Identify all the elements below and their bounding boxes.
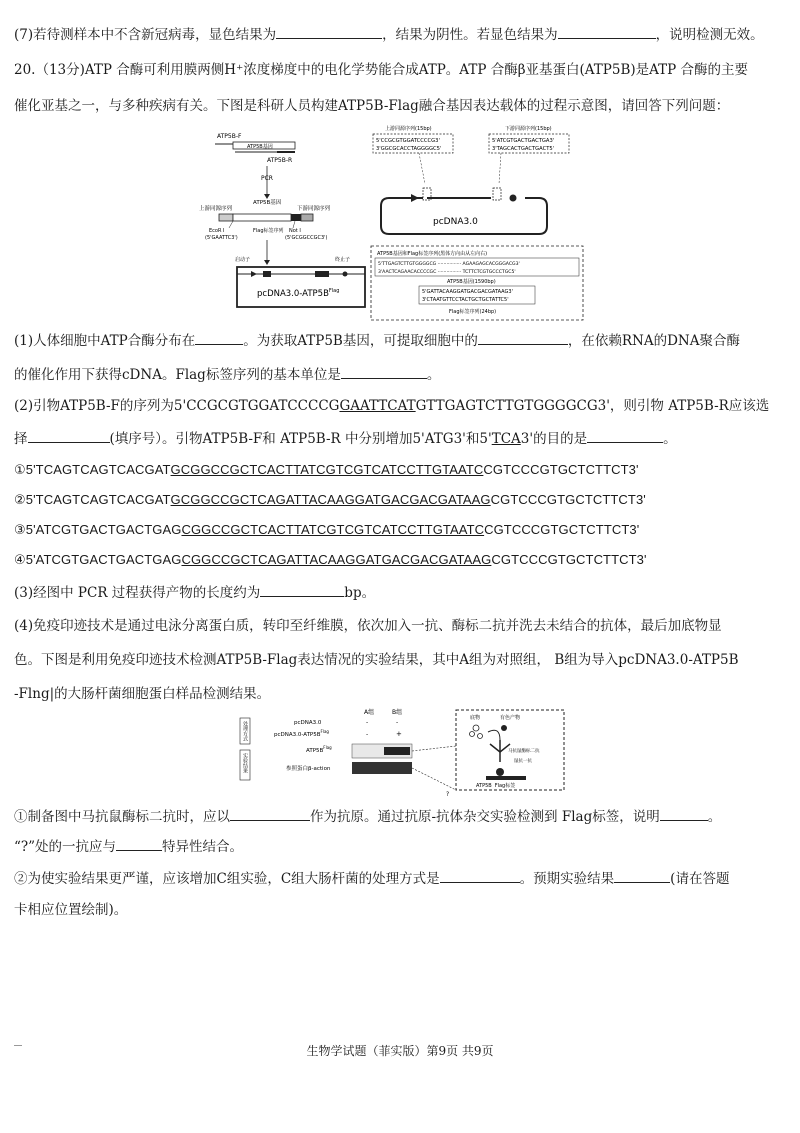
svg-text:pcDNA3.0: pcDNA3.0 (294, 720, 322, 726)
svg-text:5'GATTACAAGGATGACGACGATAAG3': 5'GATTACAAGGATGACGACGATAAG3' (422, 289, 513, 295)
answer-blank[interactable] (587, 428, 663, 443)
primer-option-2: ②5'TCAGTCAGTCACGATGCGGCCGCTCAGATTACAAGGATGACGACGATAAGCGTCCCGTGCTCTTCT3' (14, 492, 646, 507)
svg-text:(5'GAATTC3'): (5'GAATTC3') (205, 235, 238, 241)
q20-part4-line2: 色。下图是利用免疫印迹技术检测ATP5B-Flag表达情况的实验结果，其中A组为对照组， B组为导入pcDNA3.0-ATP5B (14, 652, 739, 668)
primer-option-3: ③5'ATCGTGACTGACTGAGCGGCCGCTCACTTATCGTCGTCATCCTTGTAATCCGTCCCGTGCTCTTCT3' (14, 522, 640, 537)
svg-text:鼠抗一抗: 鼠抗一抗 (514, 759, 532, 764)
svg-text:-: - (366, 719, 369, 726)
svg-text:底物: 底物 (470, 715, 481, 721)
answer-blank[interactable] (478, 330, 568, 345)
svg-text:5'ATCGTGACTGACTGA3': 5'ATCGTGACTGACTGA3' (492, 138, 555, 144)
q20-intro-line1: 20.（13分)ATP 合酶可利用膜两侧H⁺浓度梯度中的电化学势能合成ATP。ATP 合酶β亚基蛋白(ATP5B)是ATP 合酶的主要 (14, 62, 749, 78)
primer-option-1: ①5'TCAGTCAGTCACGATGCGGCCGCTCACTTATCGTCGTCATCCTTGTAATCCGTCCCGTGCTCTTCT3' (14, 462, 639, 477)
q20-part4-q1: ①制备图中马抗鼠酶标二抗时，应以 作为抗原。通过抗原-抗体杂交实验检测到 Flag标签，说明 。 (14, 806, 786, 827)
svg-text:-: - (396, 719, 399, 726)
svg-text:Flag标签序列: Flag标签序列 (253, 228, 284, 234)
svg-text:马抗鼠酶标二抗: 马抗鼠酶标二抗 (508, 749, 540, 754)
svg-text:ATP5B基因(1590bp): ATP5B基因(1590bp) (447, 279, 496, 285)
svg-text:ATP5BFlag标签: ATP5B Flag标签 (476, 783, 516, 789)
side-label-result: 实验结果 (242, 753, 248, 773)
answer-blank[interactable] (660, 806, 708, 821)
pcdna3-vector (381, 198, 547, 234)
q20-part4-q2: ②为使实验结果更严谨，应该增加C组实验，C组大肠杆菌的处理方式是 。预期实验结果 (请在答题 (14, 868, 786, 889)
pcr-label: PCR (261, 175, 273, 182)
primer-f-label: ATP5B-F (217, 133, 242, 140)
vector-construction-figure (195, 122, 610, 322)
col-b-label: B组 (392, 709, 403, 716)
svg-text:有色产物: 有色产物 (500, 715, 521, 721)
q20-part4-q2b: 卡相应位置绘制)。 (14, 902, 128, 918)
svg-text:Not I: Not I (289, 228, 301, 234)
svg-text:5'CCGCGTGGATCCCCG3': 5'CCGCGTGGATCCCCG3' (376, 138, 440, 144)
q20-part4-line3: -Flng|的大肠杆菌细胞蛋白样品检测结果。 (14, 686, 271, 702)
answer-blank[interactable] (230, 806, 310, 821)
col-a-label: A组 (364, 709, 375, 716)
q20-part4-line1: (4)免疫印迹技术是通过电泳分离蛋白质，转印至纤维膜，依次加入一抗、酶标二抗并洗去未结合的抗体，最后加底物显 (14, 618, 722, 634)
q19-item7: (7)若待测样本中不含新冠病毒，显色结果为 ，结果为阴性。若显色结果为 ，说明检测无效。 (14, 24, 786, 45)
svg-text:ATP5BFlag: $ATP5B^{Flag}$ (306, 745, 332, 754)
gene-label-top: ATP5B基因 (247, 144, 273, 150)
q20-part1-line2: 的催化作用下获得cDNA。Flag标签序列的基本单位是 。 (14, 364, 786, 385)
svg-text:5'TTGAGTCTTGTGGGGCG ··········: 5'TTGAGTCTTGTGGGGCG ················ AGAAGAGCACGGGACG3' (378, 262, 520, 267)
question-mark: ? (446, 791, 450, 798)
q20-part3: (3)经图中 PCR 过程获得产物的长度约为 bp。 (14, 582, 786, 603)
down-homolog-label: 下游同源序列 (297, 206, 331, 212)
reference-protein-band (352, 762, 412, 774)
svg-text:上游同源序列(15bp): 上游同源序列(15bp) (385, 126, 432, 132)
atp5b-flag-band (384, 747, 410, 755)
answer-blank[interactable] (614, 868, 670, 883)
q20-part1-line1: (1)人体细胞中ATP合酶分布在 。为获取ATP5B基因，可提取细胞中的 ，在依赖RNA的DNA聚合酶 (14, 330, 786, 351)
answer-blank[interactable] (341, 364, 427, 379)
answer-blank[interactable] (195, 330, 243, 345)
svg-text:+: + (396, 730, 402, 738)
answer-blank[interactable] (440, 868, 520, 883)
up-homolog-label: 上游同源序列 (199, 206, 233, 212)
svg-text:参照蛋白β-action: 参照蛋白β-action (286, 766, 331, 772)
q20-part4-q1b: “?”处的一抗应与 特异性结合。 (14, 836, 786, 857)
svg-text:ATP5B基因和Flag标签序列(黑体方向由从左向右): ATP5B基因和Flag标签序列(黑体方向由从左向右) (377, 251, 488, 257)
recombinant-vector-label: $pcDNA3.0-ATP5B^{Flag}$ (257, 288, 340, 299)
primer-r-label: ATP5B-R (267, 157, 293, 164)
q20-intro-line2: 催化亚基之一，与多种疾病有关。下图是科研人员构建ATP5B-Flag融合基因表达载体的过程示意图，请回答下列问题： (14, 98, 730, 114)
svg-text:pcDNA3.0-ATP5BFlag: $pcDNA3.0-ATP5B^{Flag}$ (274, 729, 329, 738)
q20-part2-line2: 择 (填序号）。引物ATP5B-F和 ATP5B-R 中分别增加5'ATG3'和5'TCA3'的目的是 。 (14, 428, 786, 449)
svg-text:EcoR I: EcoR I (209, 228, 225, 234)
svg-text:3'TAGCACTGACTGACT5': 3'TAGCACTGACTGACT5' (492, 146, 555, 152)
svg-text:终止子: 终止子 (335, 257, 351, 263)
answer-blank[interactable] (28, 428, 110, 443)
svg-text:-: - (366, 731, 369, 738)
svg-text:(5'GCGGCCGC3'): (5'GCGGCCGC3') (285, 235, 328, 241)
side-label-treatment: 处理方式 (242, 721, 248, 741)
svg-text:3'CTAATGTTCCTACTGCTGCTATTC5': 3'CTAATGTTCCTACTGCTGCTATTC5' (422, 297, 509, 303)
primer-option-4: ④5'ATCGTGACTGACTGAGCGGCCGCTCAGATTACAAGGATGACGACGATAAGCGTCCCGTGCTCTTCT3' (14, 552, 647, 567)
western-blot-figure (238, 706, 568, 798)
pcdna3-label: pcDNA3.0 (433, 217, 478, 227)
svg-text:3'GGCGCACCTAGGGGC5': 3'GGCGCACCTAGGGGC5' (376, 146, 442, 152)
answer-blank[interactable] (276, 24, 382, 39)
answer-blank[interactable] (558, 24, 656, 39)
pcr-product (233, 214, 291, 221)
svg-text:启动子: 启动子 (235, 257, 251, 263)
answer-blank[interactable] (260, 582, 344, 597)
page-footer: 生物学试题（菲实版）第9页 共9页 (306, 1044, 494, 1058)
svg-text:下游同源序列(15bp): 下游同源序列(15bp) (505, 126, 552, 132)
svg-text:3'AACTCAGAACACCCCGC ··········: 3'AACTCAGAACACCCCGC ················ TCTTCTCGTGCCCTGC5' (378, 270, 516, 275)
gene-label-mid: ATP5B基因 (253, 200, 282, 206)
q20-part2-line1: (2)引物ATP5B-F的序列为5'CCGCGTGGATCCCCGGAATTCATGTTGAGTCTTGTGGGGCG3'，则引物 ATP5B-R应该选 (14, 398, 770, 414)
svg-text:Flag标签序列(24bp): Flag标签序列(24bp) (449, 309, 497, 315)
answer-blank[interactable] (116, 836, 162, 851)
